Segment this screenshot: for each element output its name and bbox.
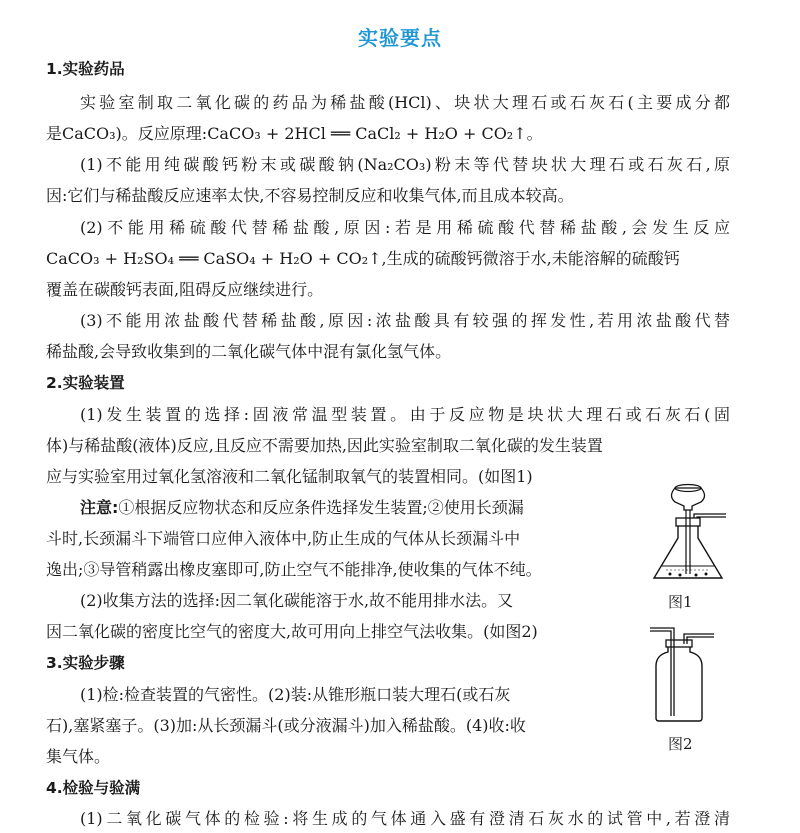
paragraph-line: (1)检:检查装置的气密性。(2)装:从锥形瓶口装大理石(或石灰 [80,685,511,704]
paragraph-line: 石),塞紧塞子。(3)加:从长颈漏斗(或分液漏斗)加入稀盐酸。(4)收:收 [46,716,526,735]
note-line: 注意:①根据反应物状态和反应条件选择发生装置;②使用长颈漏 [80,498,524,517]
paragraph-line: 体)与稀盐酸(液体)反应,且反应不需要加热,因此实验室制取二氧化碳的发生装置 [46,436,603,455]
paragraph-line: 稀盐酸,会导致收集到的二氧化碳气体中混有氯化氢气体。 [46,342,452,361]
paragraph-line: 实验室制取二氧化碳的药品为稀盐酸(HCl)、块状大理石或石灰石(主要成分都 [80,93,730,112]
paragraph-line: 逸出;③导管稍露出橡皮塞即可,防止空气不能排净,使收集的气体不纯。 [46,560,542,579]
paragraph-line: 斗时,长颈漏斗下端管口应伸入液体中,防止生成的气体从长颈漏斗中 [46,529,521,548]
paragraph-line: CaCO₃ + H₂SO₄ ══ CaSO₄ + H₂O + CO₂↑,生成的硫酸钙微溶于水,未能溶解的硫酸钙 [46,249,680,268]
paragraph-line: 覆盖在碳酸钙表面,阻碍反应继续进行。 [46,280,324,299]
figure-1-caption: 图1 [668,593,693,611]
figure-2-caption: 图2 [668,735,693,753]
page-title: 实验要点 [358,26,442,50]
paragraph-line: 因:它们与稀盐酸反应速率太快,不容易控制反应和收集气体,而且成本较高。 [46,186,574,205]
figure-2-bottle-diagram [648,622,718,722]
note-label: 注意: [80,498,119,517]
section-heading-1: 1.实验药品 [46,60,125,78]
paragraph-line: (2)不能用稀硫酸代替稀盐酸,原因:若是用稀硫酸代替稀盐酸,会发生反应 [80,218,730,237]
paragraph-line: 是CaCO₃)。反应原理:CaCO₃ + 2HCl ══ CaCl₂ + H₂O + CO₂↑。 [46,124,543,143]
paragraph-line: 应与实验室用过氧化氢溶液和二氧化锰制取氧气的装置相同。(如图1) [46,467,533,486]
paragraph-line: 因二氧化碳的密度比空气的密度大,故可用向上排空气法收集。(如图2) [46,622,538,641]
paragraph-line: (1)发生装置的选择:固液常温型装置。由于反应物是块状大理石或石灰石(固 [80,405,730,424]
paragraph-line: (2)收集方法的选择:因二氧化碳能溶于水,故不能用排水法。又 [80,591,514,610]
paragraph-line: (1)二氧化碳气体的检验:将生成的气体通入盛有澄清石灰水的试管中,若澄清 [80,809,730,828]
figure-1-flask-diagram [648,478,728,588]
section-heading-4: 4.检验与验满 [46,779,141,797]
paragraph-line: (3)不能用浓盐酸代替稀盐酸,原因:浓盐酸具有较强的挥发性,若用浓盐酸代替 [80,311,730,330]
section-heading-3: 3.实验步骤 [46,654,125,672]
paragraph-line: 集气体。 [46,747,111,766]
paragraph-line: (1)不能用纯碳酸钙粉末或碳酸钠(Na₂CO₃)粉末等代替块状大理石或石灰石,原 [80,155,730,174]
section-heading-2: 2.实验装置 [46,374,125,392]
